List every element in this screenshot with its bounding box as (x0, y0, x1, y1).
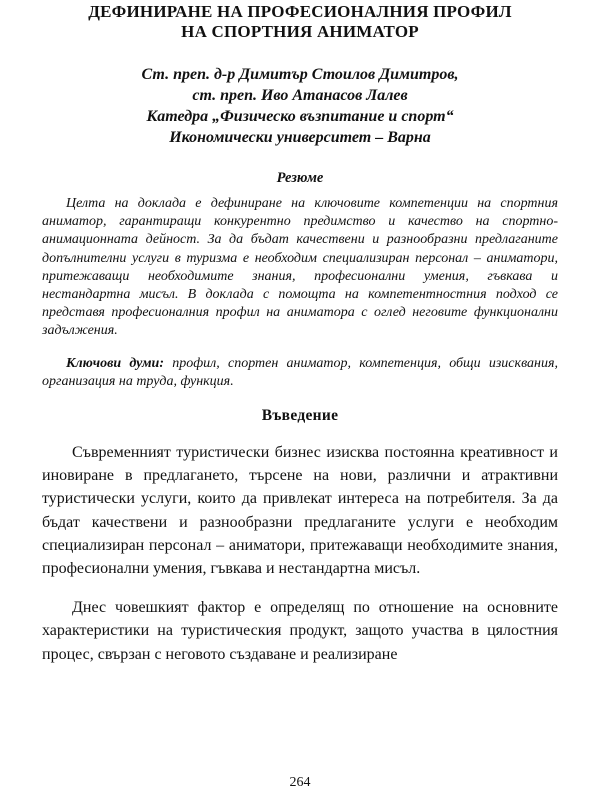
author-line: ст. преп. Иво Атанасов Лалев (192, 87, 408, 104)
abstract-text: Целта на доклада е дефиниране на ключовите компетенции на спортния аниматор, гарантиращи конкурентно предимство и качество на спортно-анимационната дейност. За да бъдат качествени и разнообразни предлаганите допълнителни услуги в туризма е необходим специализиран персонал – аниматори, притежаващи необходимите знания, професионални умения, гъвкава и нестандартна мисъл. В доклада с помощта на компетентностния подход се представя професионалния профил на аниматора с оглед неговите функционални задължения. (42, 196, 558, 339)
page-number: 264 (289, 775, 311, 790)
affiliation-department: Катедра „Физическо възпитание и спорт“ (146, 108, 454, 125)
section-heading-introduction: Въведение (261, 407, 339, 425)
keywords-text: профил, спортен аниматор, компетенция, общи изисквания, организация на труда, функция. (42, 355, 559, 389)
title-line: НА СПОРТНИЯ АНИМАТОР (181, 22, 419, 41)
author-block (42, 64, 558, 148)
author-line: Ст. преп. д-р Димитър Стоилов Димитров, (141, 66, 459, 83)
abstract-heading: Резюме (276, 170, 324, 186)
affiliation-university: Икономически университет – Варна (169, 129, 431, 146)
paper-title (42, 0, 558, 42)
keywords-label: Ключови думи: (66, 355, 164, 371)
body-paragraph: Съвременният туристически бизнес изисква постоянна креативност и иновиране в предлагането, търсене на нови, различни и атрактивни туристически услуги, които да привлекат интереса на потребителя. За да бъдат качествени и разнообразни предлаганите услуги е необходим специализиран персонал – аниматори, притежаващи необходимите знания, професионални умения, гъвкава и нестандартна мисъл. (42, 444, 558, 578)
body-paragraph: Днес човешкият фактор е определящ по отношение на основните характеристики на туристическия продукт, защото участва в цялостния процес, свързан с неговото създаване и реализиране (42, 599, 558, 663)
keywords (42, 355, 558, 391)
title-line: ДЕФИНИРАНЕ НА ПРОФЕСИОНАЛНИЯ ПРОФИЛ (88, 2, 512, 21)
paper-page (42, 0, 558, 800)
